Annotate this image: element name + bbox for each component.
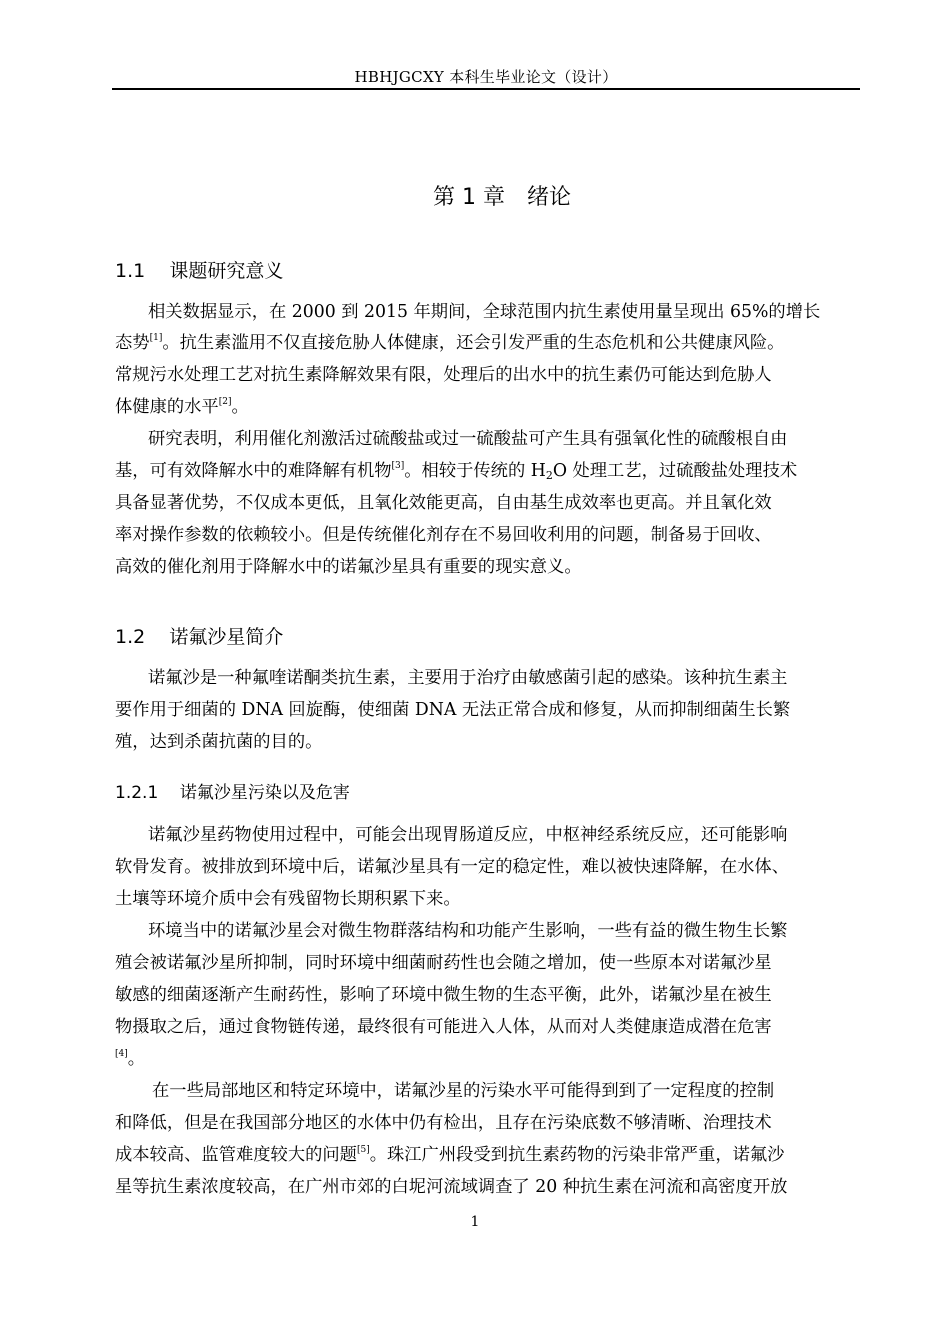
section-title: 课题研究意义 <box>169 260 284 282</box>
text-line: 环境当中的诺氟沙星会对微生物群落结构和功能产生影响，一些有益的微生物生长繁 <box>148 921 788 941</box>
text-line: 基，可有效降解水中的难降解有机物[3]。相较于传统的 $H_2O$ 处理工艺，过硫酸盐处理技术 <box>115 461 798 482</box>
section-title: 诺氟沙星简介 <box>169 626 284 648</box>
header-rule <box>112 88 860 90</box>
section-heading-1-2 <box>115 622 283 649</box>
text-line: 要作用于细菌的 DNA 回旋酶，使细菌 DNA 无法正常合成和修复，从而抑制细菌生长繁 <box>115 700 791 720</box>
section-number: 1.1 <box>115 260 146 282</box>
text-line: 敏感的细菌逐渐产生耐药性，影响了环境中微生物的生态平衡，此外，诺氟沙星在被生 <box>115 985 772 1005</box>
citation-ref: [5] <box>356 1145 370 1155</box>
citation-ref: [4] <box>115 1049 128 1059</box>
page-header: HBHJGCXY 本科生毕业论文（设计） <box>354 68 618 86</box>
text-line: 成本较高、监管难度较大的问题[5]。珠江广州段受到抗生素药物的污染非常严重，诺氟沙 <box>115 1145 785 1165</box>
text-line: 研究表明，利用催化剂激活过硫酸盐或过一硫酸盐可产生具有强氧化性的硫酸根自由 <box>148 429 788 449</box>
text-line: 土壤等环境介质中会有残留物长期积累下来。 <box>115 889 461 909</box>
citation-ref: [3] <box>391 461 405 471</box>
text-line: 星等抗生素浓度较高，在广州市郊的白坭河流域调查了 20 种抗生素在河流和高密度开放 <box>115 1177 788 1197</box>
text-line: 体健康的水平[2]。 <box>115 397 249 417</box>
chapter-title: 第 1 章 绪论 <box>433 185 571 210</box>
text-line: 常规污水处理工艺对抗生素降解效果有限，处理后的出水中的抗生素仍可能达到危胁人 <box>115 365 772 385</box>
text-line: 殖，达到杀菌抗菌的目的。 <box>115 732 323 752</box>
text-line: 在一些局部地区和特定环境中，诺氟沙星的污染水平可能得到到了一定程度的控制 <box>152 1081 775 1101</box>
text-line: 物摄取之后，通过食物链传递，最终很有可能进入人体，从而对人类健康造成潜在危害 <box>115 1017 772 1037</box>
section-number: 1.2 <box>115 626 146 648</box>
text-line: 率对操作参数的依赖较小。但是传统催化剂存在不易回收利用的问题，制备易于回收、 <box>115 525 772 545</box>
text-line: 高效的催化剂用于降解水中的诺氟沙星具有重要的现实意义。 <box>115 557 582 577</box>
text-line: 殖会被诺氟沙星所抑制，同时环境中细菌耐药性也会随之增加，使一些原本对诺氟沙星 <box>115 953 772 973</box>
text-line: 相关数据显示，在 2000 到 2015 年期间，全球范围内抗生素使用量呈现出 65%的增长 <box>148 302 821 322</box>
text-line: 诺氟沙星药物使用过程中，可能会出现胃肠道反应，中枢神经系统反应，还可能影响 <box>148 825 788 845</box>
citation-ref: [2] <box>218 397 232 407</box>
text-line: 和降低，但是在我国部分地区的水体中仍有检出，且存在污染底数不够清晰、治理技术 <box>115 1113 772 1133</box>
section-title: 诺氟沙星污染以及危害 <box>179 783 350 803</box>
citation-ref: [1] <box>149 333 163 343</box>
section-heading-1-1 <box>115 256 283 283</box>
text-line: 具备显著优势，不仅成本更低，且氧化效能更高，自由基生成效率也更高。并且氧化效 <box>115 493 772 513</box>
text-line: 软骨发育。被排放到环境中后，诺氟沙星具有一定的稳定性，难以被快速降解，在水体、 <box>115 857 789 877</box>
page-number: 1 <box>470 1214 480 1230</box>
text-line: [4]。 <box>115 1049 146 1069</box>
text-line: 态势[1]。抗生素滥用不仅直接危胁人体健康，还会引发严重的生态危机和公共健康风险。 <box>115 333 785 353</box>
section-number: 1.2.1 <box>115 783 159 803</box>
text-line: 诺氟沙是一种氟喹诺酮类抗生素，主要用于治疗由敏感菌引起的感染。该种抗生素主 <box>148 668 788 688</box>
section-heading-1-2-1 <box>115 778 350 803</box>
